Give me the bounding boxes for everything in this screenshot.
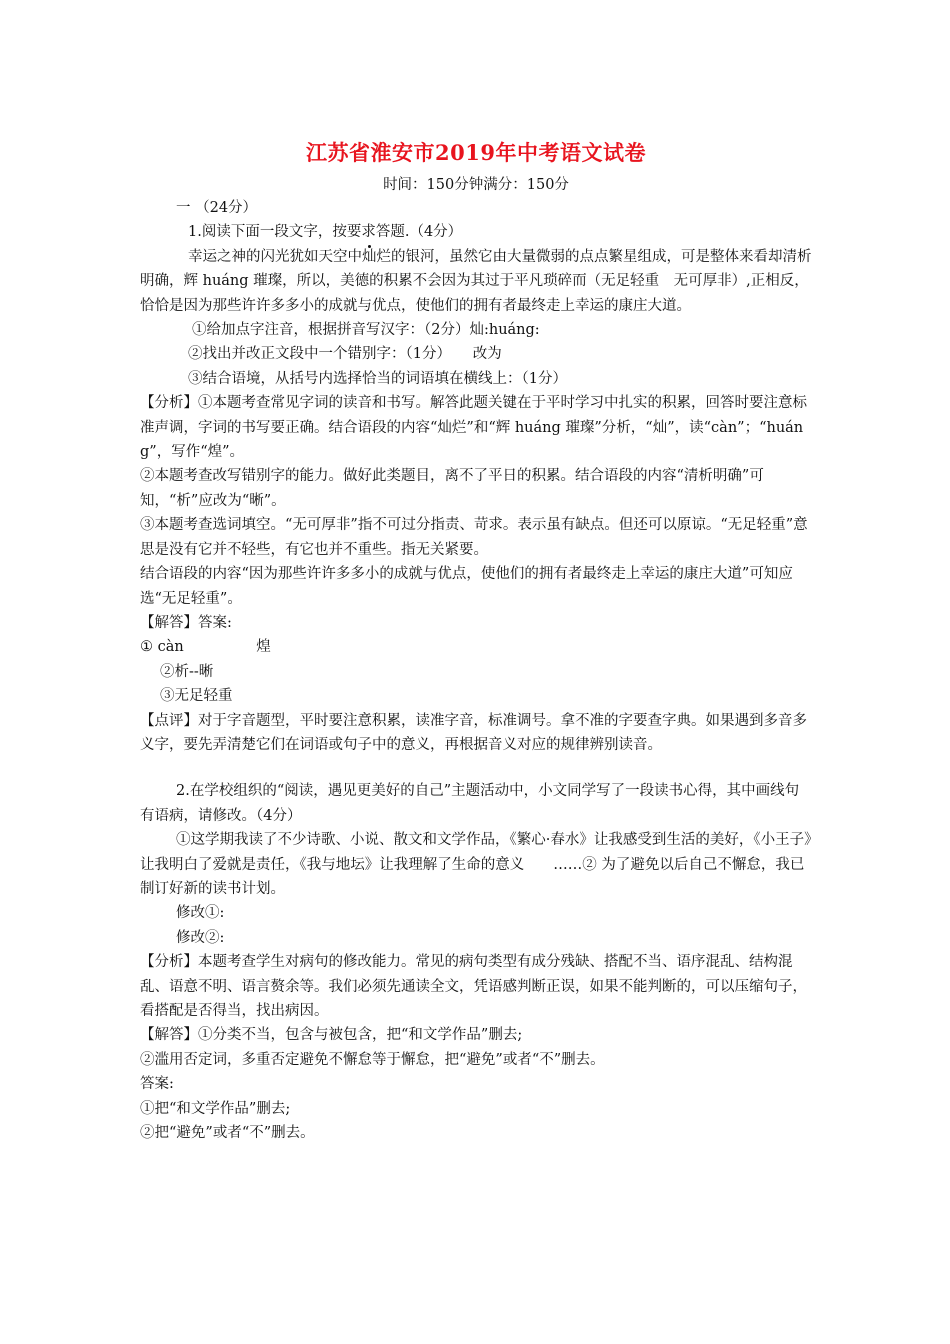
question-1-stem: 1.阅读下面一段文字，按要求答题.（4分）: [188, 224, 463, 241]
analysis-paragraph: 【分析】①本题考查常见字词的读音和书写。解答此题关键在于平时学习中扎实的积累，回答时要注意标准声调，字词的书写要正确。结合语段的内容“灿烂”和“辉 huáng 璀璨”分析，“灿”，读“càn”；“huáng”，写作“煌”。: [140, 395, 807, 461]
question-1-passage: [140, 245, 812, 318]
solution-line: ②滥用否定词，多重否定避免不懈怠等于懈怠，把“避免”或者“不”删去。: [140, 1051, 605, 1068]
page-title: 江苏省淮安市2019年中考语文试卷: [306, 140, 646, 165]
answer-line: ① càn 煌: [140, 639, 271, 656]
answer-heading: 【解答】答案:: [140, 614, 232, 631]
analysis-paragraph: 【分析】本题考查学生对病句的修改能力。常见的病句类型有成分残缺、搭配不当、语序混乱、结构混乱、语意不明、语言赘余等。我们必须先通读全文，凭语感判断正误，如果不能判断的，可以压缩句子，看搭配是否得当，找出病因。: [140, 954, 807, 1019]
question-2-passage: ①这学期我读了不少诗歌、小说、散文和文学作品，《繁心·春水》让我感受到生活的美好，《小王子》让我明白了爱就是责任，《我与地坛》让我理解了生命的意义 ……② 为了避免以后自己不懈怠，我已制订好新的读书计划。: [140, 832, 812, 897]
sub-question-1: ①给加点字注音，根据拼音写汉字：（2分）灿:huáng:: [192, 322, 540, 339]
sub-question-3: ③结合语境，从括号内选择恰当的词语填在横线上：（1分）: [188, 370, 567, 387]
question-2-stem: 2.在学校组织的“阅读，遇见更美好的自己”主题活动中，小文同学写了一段读书心得，其中画线句有语病，请修改。（4分）: [140, 783, 800, 824]
passage-text-before: 幸运之神的闪光犹如天空中: [188, 248, 362, 265]
sub-question-2: ②找出并改正文段中一个错别字：（1分） 改为: [188, 346, 502, 363]
analysis-paragraph: ③本题考查选词填空。“无可厚非”指不可过分指责、苛求。表示虽有缺点。但还可以原谅。“无足轻重”意思是没有它并不轻些，有它也并不重些。指无关紧要。: [140, 517, 808, 558]
answer-line: ①把“和文学作品”删去;: [140, 1100, 291, 1117]
comment-paragraph: 【点评】对于字音题型，平时要注意积累，读准字音，标准调号。拿不准的字要查字典。如果遇到多音多义字，要先弄清楚它们在词语或句子中的意义，再根据音义对应的规律辨别读音。: [140, 712, 807, 753]
solution-line: 【解答】①分类不当，包含与被包含，把“和文学作品”删去;: [140, 1027, 523, 1044]
passage-text-after: 烂的银河，虽然它由大量微弱的点点繁星组成，可是整体来看却清析明确，辉 huáng 璀璨，所以，美德的积累不会因为其过于平凡琐碎而（无足轻重 无可厚非）,正相反，恰恰是因为那些许许多多小的成就与优点，使他们的拥有者最终走上幸运的康庄大道。: [140, 248, 812, 314]
answer-line: ②把“避免”或者“不”删去。: [140, 1125, 315, 1142]
analysis-paragraph: 结合语段的内容“因为那些许许多多小的成就与优点，使他们的拥有者最终走上幸运的康庄大道”可知应选“无足轻重”。: [140, 566, 793, 607]
analysis-paragraph: ②本题考查改写错别字的能力。做好此类题目，离不了平日的积累。结合语段的内容“清析明确”可知，“析”应改为“晰”。: [140, 468, 764, 509]
answer-line: ②析--晰: [160, 663, 214, 680]
dotted-character: 灿: [362, 248, 377, 265]
revision-1-label: 修改①:: [176, 905, 225, 922]
revision-2-label: 修改②:: [176, 929, 225, 946]
spacer: [140, 757, 812, 779]
answer-line: ③无足轻重: [160, 688, 233, 705]
exam-info: 时间：150分钟满分：150分: [383, 177, 569, 193]
section-heading: 一 （24分）: [176, 200, 258, 216]
answer-heading: 答案:: [140, 1076, 174, 1093]
